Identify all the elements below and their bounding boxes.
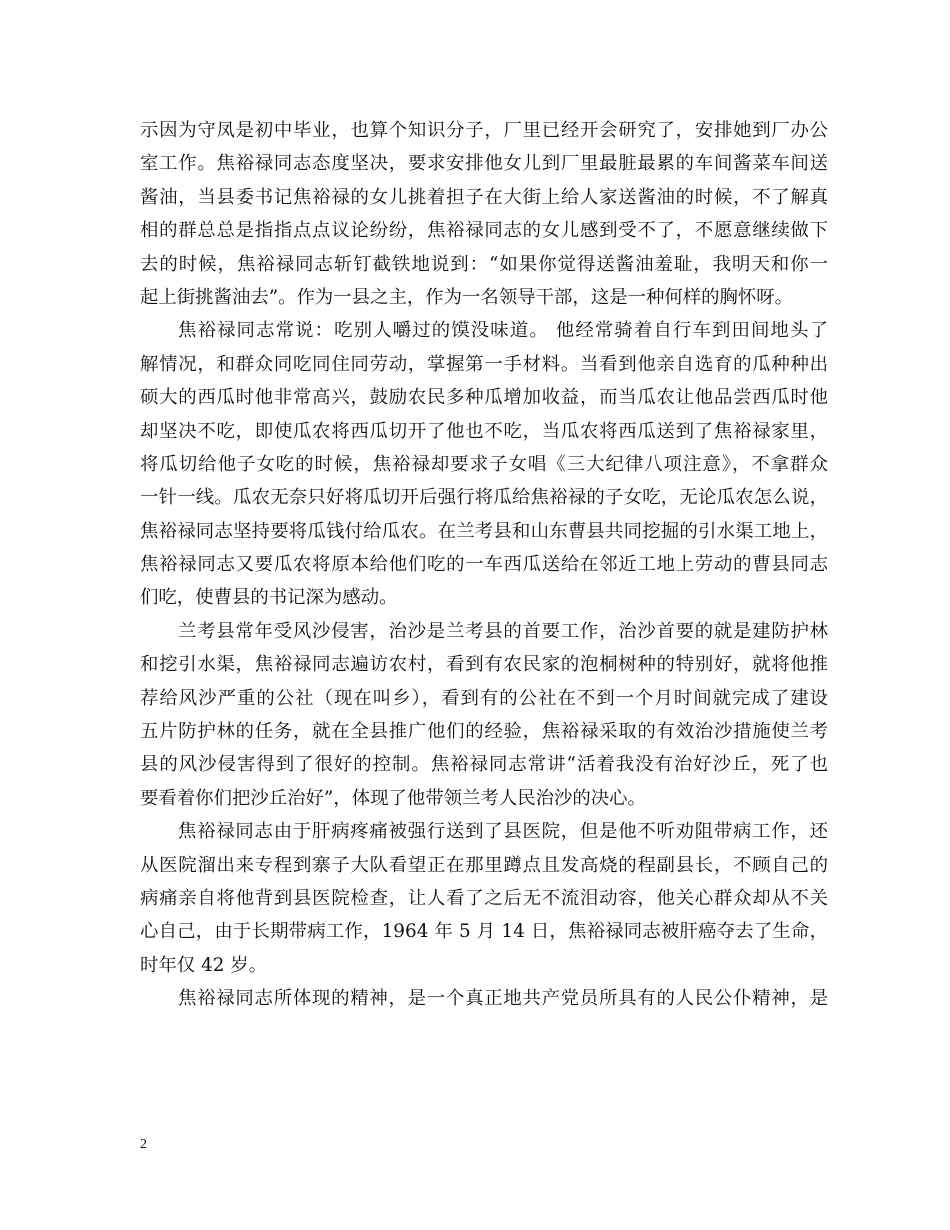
text-line: 县的风沙侵害得到了很好的控制。焦裕禄同志常讲“活着我没有治好沙丘，死了也 xyxy=(140,754,828,776)
page-number: 2 xyxy=(140,1137,147,1152)
document-body xyxy=(140,114,828,1016)
text-line: 去的时候，焦裕禄同志斩钉截铁地说到：“如果你觉得送酱油羞耻，我明天和你一 xyxy=(140,253,828,275)
text-line: 一针一线。瓜农无奈只好将瓜切开后强行将瓜给焦裕禄的子女吃，无论瓜农怎么说， xyxy=(140,487,828,509)
paragraph xyxy=(140,982,828,1015)
text-line: 五片防护林的任务，就在全县推广他们的经验，焦裕禄采取的有效治沙措施使兰考 xyxy=(140,721,828,743)
text-line: 却坚决不吃，即使瓜农将西瓜切开了他也不吃，当瓜农将西瓜送到了焦裕禄家里， xyxy=(140,420,828,442)
text-line: 焦裕禄同志坚持要将瓜钱付给瓜农。在兰考县和山东曹县共同挖掘的引水渠工地上， xyxy=(140,520,828,542)
paragraph xyxy=(140,314,828,615)
text-line: 将瓜切给他子女吃的时候，焦裕禄却要求子女唱《三大纪律八项注意》，不拿群众 xyxy=(140,453,828,475)
text-line: 焦裕禄同志由于肝病疼痛被强行送到了县医院，但是他不听劝阻带病工作，还 xyxy=(178,821,828,843)
text-line: 相的群总总是指指点点议论纷纷，焦裕禄同志的女儿感到受不了，不愿意继续做下 xyxy=(140,220,828,242)
text-line: 室工作。焦裕禄同志态度坚决，要求安排他女儿到厂里最脏最累的车间酱菜车间送 xyxy=(140,153,828,175)
text-line: 起上街挑酱油去”。作为一县之主，作为一名领导干部，这是一种何样的胸怀呀。 xyxy=(140,286,794,308)
text-line: 从医院溜出来专程到寨子大队看望正在那里蹲点且发高烧的程副县长，不顾自己的 xyxy=(140,854,828,876)
text-line: 兰考县常年受风沙侵害，治沙是兰考县的首要工作，治沙首要的就是建防护林 xyxy=(178,620,828,642)
text-line: 示因为守凤是初中毕业，也算个知识分子，厂里已经开会研究了，安排她到厂办公 xyxy=(140,120,828,141)
text-line: 病痛亲自将他背到县医院检查，让人看了之后无不流泪动容，他关心群众却从不关 xyxy=(140,887,828,909)
text-line: 焦裕禄同志所体现的精神，是一个真正地共产党员所具有的人民公仆精神，是 xyxy=(178,988,828,1010)
text-line: 时年仅 42 岁。 xyxy=(140,954,268,976)
paragraph xyxy=(140,615,828,815)
paragraph xyxy=(140,114,828,314)
text-line: 和挖引水渠，焦裕禄同志遍访农村，看到有农民家的泡桐树种的特别好，就将他推 xyxy=(140,654,828,676)
paragraph xyxy=(140,815,828,982)
text-line: 们吃，使曹县的书记深为感动。 xyxy=(140,587,398,609)
text-line: 荐给风沙严重的公社（现在叫乡），看到有的公社在不到一个月时间就完成了建设 xyxy=(140,687,828,709)
text-line: 要看着你们把沙丘治好”，体现了他带领兰考人民治沙的决心。 xyxy=(140,787,646,809)
text-line: 酱油，当县委书记焦裕禄的女儿挑着担子在大街上给人家送酱油的时候，不了解真 xyxy=(140,186,828,208)
text-line: 心自己，由于长期带病工作，1964 年 5 月 14 日，焦裕禄同志被肝癌夺去了生命， xyxy=(140,921,828,943)
text-line: 焦裕禄同志常说：吃别人嚼过的馍没味道。 他经常骑着自行车到田间地头了 xyxy=(178,320,828,342)
text-line: 解情况，和群众同吃同住同劳动，掌握第一手材料。当看到他亲自选育的瓜种种出 xyxy=(140,353,828,375)
text-line: 硕大的西瓜时他非常高兴，鼓励农民多种瓜增加收益，而当瓜农让他品尝西瓜时他 xyxy=(140,387,828,409)
text-line: 焦裕禄同志又要瓜农将原本给他们吃的一车西瓜送给在邻近工地上劳动的曹县同志 xyxy=(140,554,828,576)
